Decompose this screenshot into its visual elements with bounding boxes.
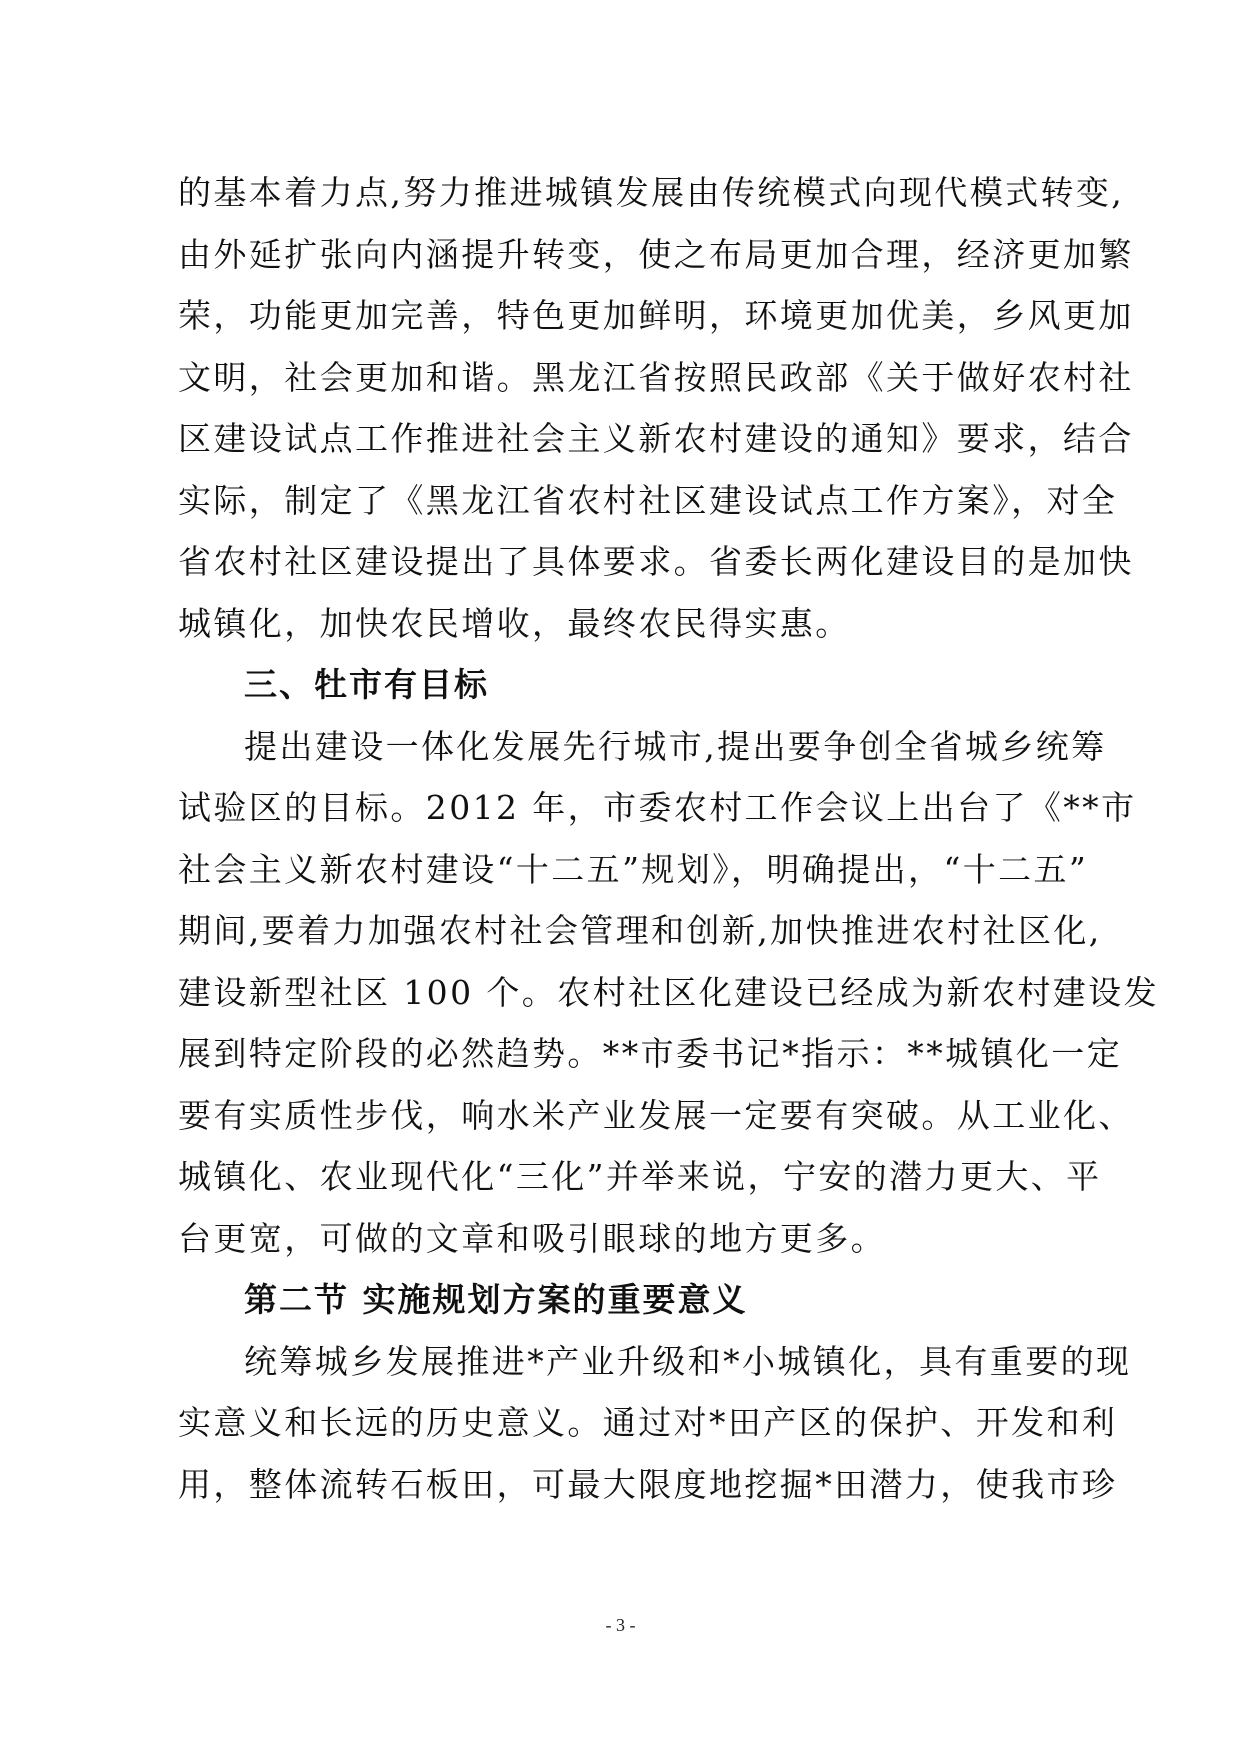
paragraph-line: 城镇化、农业现代化“三化”并举来说，宁安的潜力更大、平	[178, 1157, 1102, 1196]
paragraph-line: 文明，社会更加和谐。黑龙江省按照民政部《关于做好农村社	[178, 357, 1134, 397]
paragraph-line: 展到特定阶段的必然趋势。**市委书记*指示：**城镇化一定	[178, 1034, 1123, 1073]
paragraph-line: 用，整体流转石板田，可最大限度地挖掘*田潜力，使我市珍	[178, 1464, 1118, 1504]
paragraph-line: 的基本着力点,努力推进城镇发展由传统模式向现代模式转变,	[178, 173, 1125, 212]
paragraph-line: 省农村社区建设提出了具体要求。省委长两化建设目的是加快	[178, 542, 1134, 581]
paragraph-line: 区建设试点工作推进社会主义新农村建设的通知》要求，结合	[178, 419, 1134, 458]
section-heading: 三、牡市有目标	[244, 665, 489, 704]
paragraph-line: 建设新型社区 100 个。农村社区化建设已经成为新农村建设发	[178, 972, 1159, 1012]
paragraph-line: 实意义和长远的历史意义。通过对*田产区的保护、开发和利	[178, 1403, 1118, 1442]
paragraph-line: 试验区的目标。2012 年，市委农村工作会议上出台了《**市	[178, 788, 1137, 827]
paragraph-line: 要有实质性步伐，响水米产业发展一定要有突破。从工业化、	[178, 1095, 1134, 1135]
paragraph-line: 城镇化，加快农民增收，最终农民得实惠。	[178, 603, 851, 643]
paragraph-line: 台更宽，可做的文章和吸引眼球的地方更多。	[178, 1218, 886, 1258]
paragraph-line: 社会主义新农村建设“十二五”规划》，明确提出，“十二五”	[178, 849, 1089, 889]
body-text	[178, 162, 1159, 1515]
paragraph-line: 期间,要着力加强农村社会管理和创新,加快推进农村社区化,	[178, 911, 1102, 950]
page-number: - 3 -	[605, 1615, 636, 1635]
paragraph-line: 荣，功能更加完善，特色更加鲜明，环境更加优美，乡风更加	[178, 296, 1134, 335]
paragraph-line: 由外延扩张向内涵提升转变，使之布局更加合理，经济更加繁	[178, 234, 1134, 274]
paragraph-line: 实际，制定了《黑龙江省农村社区建设试点工作方案》，对全	[178, 480, 1118, 520]
paragraph-line: 提出建设一体化发展先行城市,提出要争创全省城乡统筹	[244, 726, 1107, 766]
subsection-heading: 第二节 实施规划方案的重要意义	[244, 1280, 748, 1319]
paragraph-line: 统筹城乡发展推进*产业升级和*小城镇化，具有重要的现	[244, 1341, 1132, 1381]
